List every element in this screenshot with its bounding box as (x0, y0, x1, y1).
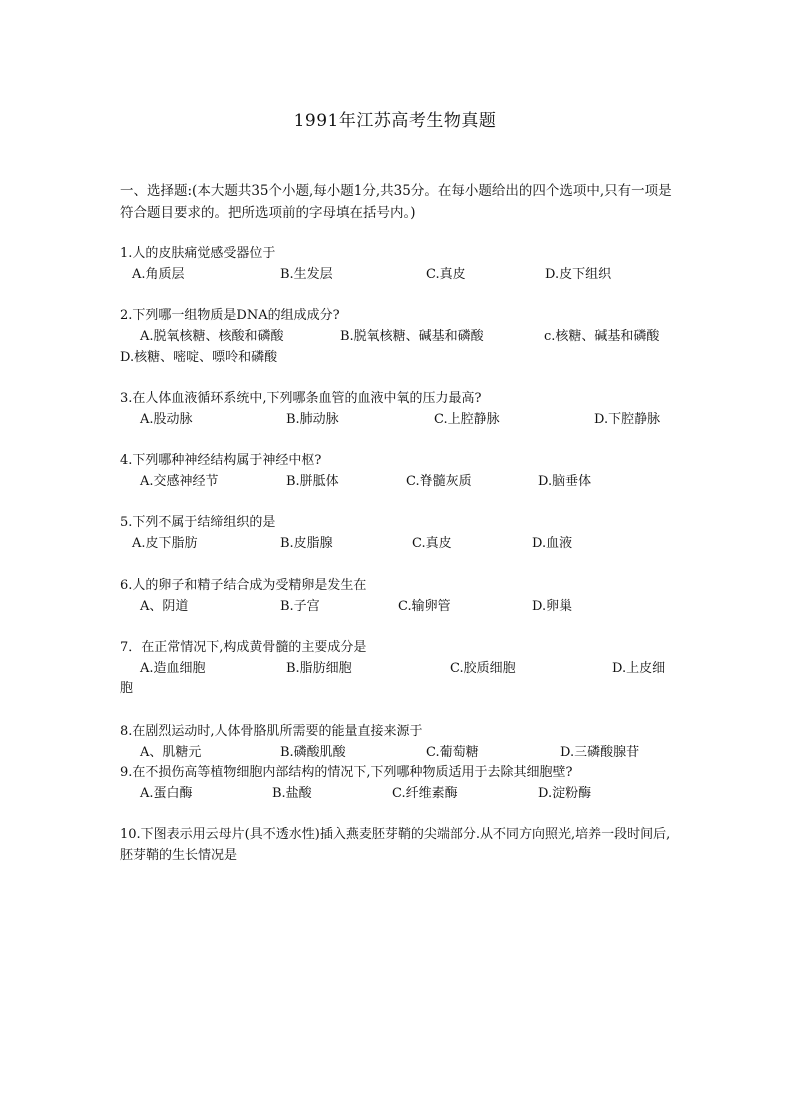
question-7 (120, 638, 680, 699)
question-stem: 6.人的卵子和精子结合成为受精卵是发生在 (120, 578, 367, 593)
option-a: A.造血细胞 (140, 661, 206, 676)
option-a: A.皮下脂肪 (132, 536, 198, 551)
question-stem: 2.下列哪一组物质是DNA的组成成分? (120, 308, 340, 323)
question-stem: 5.下列不属于结缔组织的是 (120, 515, 276, 530)
option-d: D.皮下组织 (545, 267, 612, 282)
option-d: D.核糖、嘧啶、嘌呤和磷酸 (120, 350, 278, 365)
option-c: C.胶质细胞 (450, 661, 516, 676)
option-a: A、阴道 (140, 599, 189, 614)
question-stem: 4.下列哪种神经结构属于神经中枢? (120, 453, 322, 468)
option-row (120, 783, 680, 804)
option-d: D.上皮细 (612, 661, 666, 676)
option-c: C.真皮 (412, 536, 452, 551)
option-row (120, 533, 680, 554)
question-3 (120, 389, 680, 430)
option-row (120, 658, 680, 679)
option-a: A.股动脉 (140, 412, 193, 427)
option-b: B.生发层 (280, 267, 333, 282)
option-b: B.脂肪细胞 (286, 661, 352, 676)
option-c: C.上腔静脉 (434, 412, 500, 427)
option-b: B.磷酸肌酸 (280, 745, 346, 760)
option-d: D.血液 (532, 536, 573, 551)
option-d: D.脑垂体 (538, 474, 592, 489)
option-a: A.蛋白酶 (140, 786, 193, 801)
option-b: B.子宫 (280, 599, 320, 614)
question-stem: 10.下图表示用云母片(具不透水性)插入燕麦胚芽鞘的尖端部分.从不同方向照光,培养一段时间后,胚芽鞘的生长情况是 (120, 827, 671, 863)
option-c: C.葡萄糖 (426, 745, 479, 760)
question-stem: 3.在人体血液循环系统中,下列哪条血管的血液中氧的压力最高? (120, 391, 482, 406)
question-6 (120, 576, 680, 617)
question-8 (120, 722, 680, 763)
option-a: A.交感神经节 (140, 474, 219, 489)
question-4 (120, 451, 680, 492)
option-a: A.脱氧核糖、核酸和磷酸 (140, 329, 284, 344)
option-d: D.淀粉酶 (538, 786, 592, 801)
option-b: B.盐酸 (272, 786, 312, 801)
question-stem: 7．在正常情况下,构成黄骨髓的主要成分是 (120, 640, 367, 655)
option-b: B.胼胝体 (286, 474, 339, 489)
option-c: c.核糖、碱基和磷酸 (544, 329, 660, 344)
option-c: C.输卵管 (398, 599, 451, 614)
question-9 (120, 763, 680, 804)
option-b: B.脱氧核糖、碱基和磷酸 (340, 329, 484, 344)
option-c: C.真皮 (426, 267, 466, 282)
page-title: 1991年江苏高考生物真题 (293, 111, 497, 131)
option-d: D.下腔静脉 (594, 412, 661, 427)
question-1 (120, 244, 680, 285)
question-stem: 8.在剧烈运动时,人体骨胳肌所需要的能量直接来源于 (120, 724, 423, 739)
question-5 (120, 513, 680, 554)
question-stem: 1.人的皮肤痛觉感受器位于 (120, 246, 276, 261)
question-10 (120, 824, 680, 866)
section-header: 一、选择题:(本大题共35个小题,每小题1分,共35分。在每小题给出的四个选项中,只有一项是符合题目要求的。把所选项前的字母填在括号内。) (120, 183, 672, 221)
option-b: B.皮脂腺 (280, 536, 333, 551)
option-a: A.角质层 (132, 267, 185, 282)
option-row (120, 264, 680, 285)
option-continuation: 胞 (120, 681, 134, 696)
option-d: D.卵巢 (532, 599, 573, 614)
option-row (120, 326, 680, 347)
option-c: C.脊髓灰质 (406, 474, 472, 489)
option-row (120, 596, 680, 617)
option-c: C.纤维素酶 (392, 786, 458, 801)
option-row (120, 347, 680, 368)
question-stem: 9.在不损伤高等植物细胞内部结构的情况下,下列哪种物质适用于去除其细胞壁? (120, 765, 573, 780)
option-row (120, 471, 680, 492)
option-row (120, 742, 680, 763)
option-b: B.肺动脉 (286, 412, 339, 427)
option-d: D.三磷酸腺苷 (560, 745, 640, 760)
question-2 (120, 306, 680, 368)
option-row (120, 409, 680, 430)
option-a: A、肌糖元 (140, 745, 202, 760)
